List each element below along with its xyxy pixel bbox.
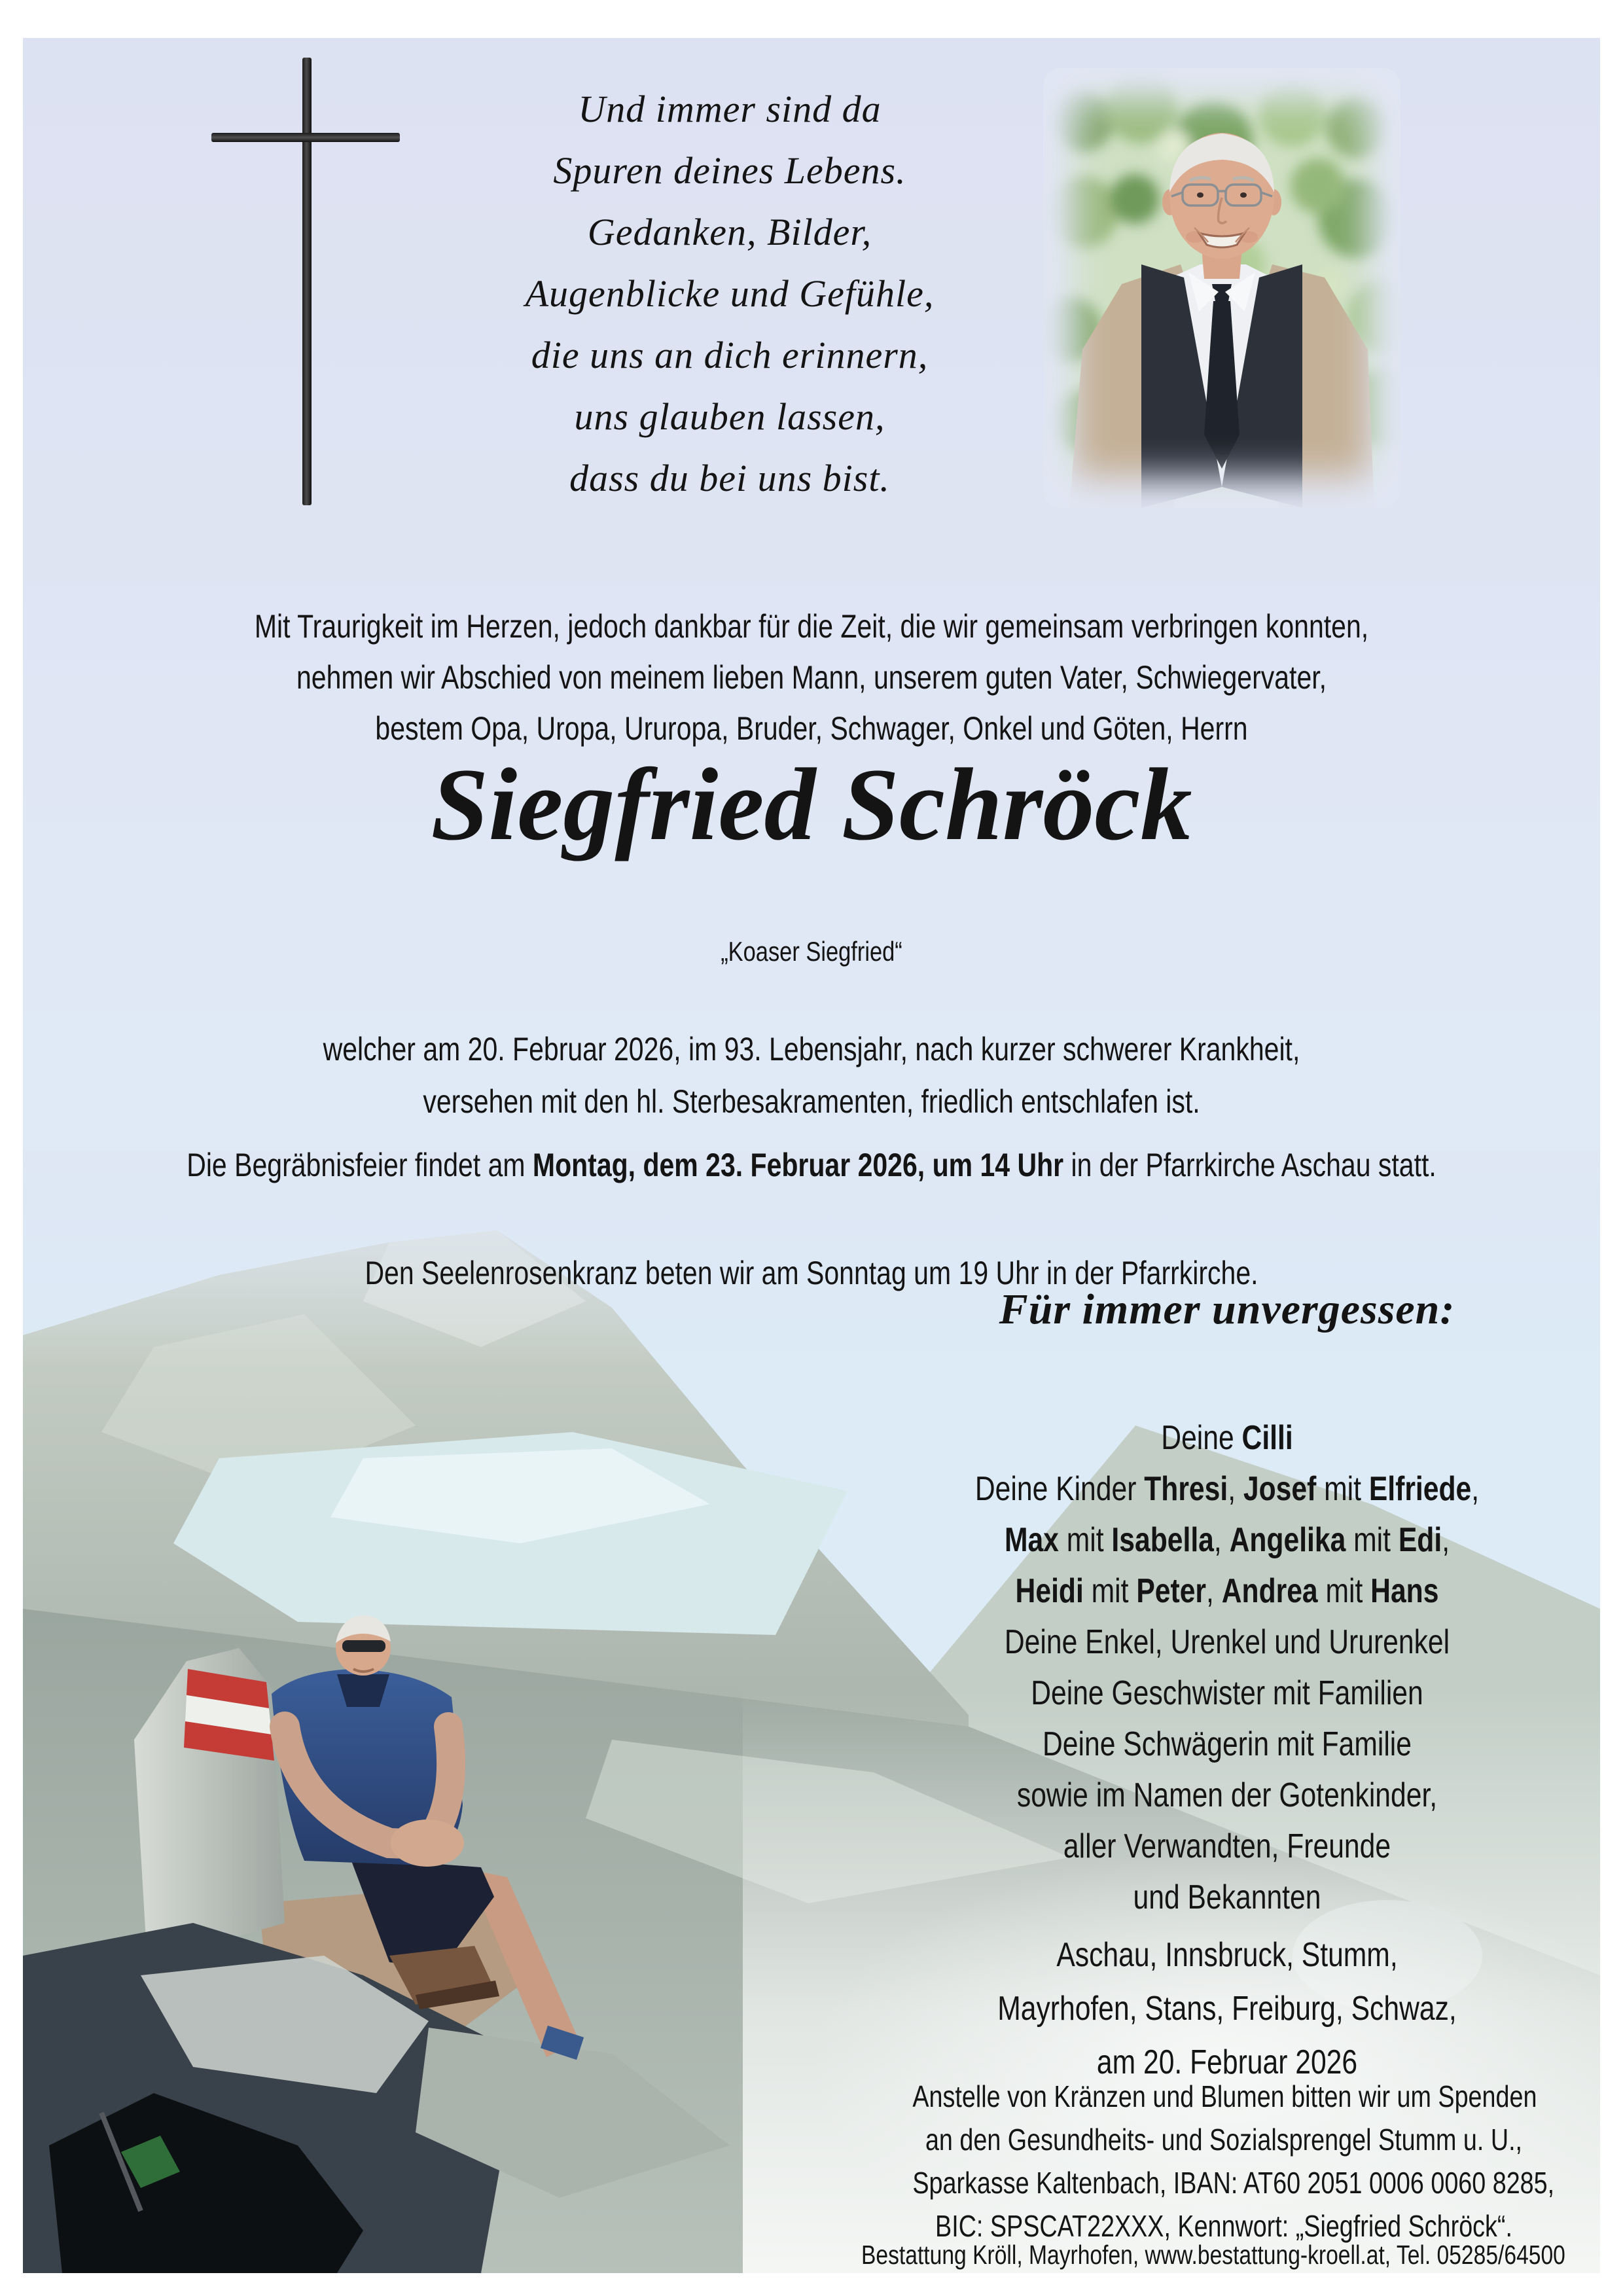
motto-text: Für immer unvergessen:: [999, 1285, 1455, 1333]
mourner-line: Deine Cilli: [1161, 1419, 1293, 1457]
mourner-line: Heidi mit Peter, Andrea mit Hans: [1015, 1572, 1439, 1610]
hiker-hands: [391, 1820, 464, 1867]
mourner-line: Deine Schwägerin mit Familie: [1042, 1725, 1412, 1763]
intro-paragraph: [165, 601, 1458, 754]
mourner-line: Deine Geschwister mit Familien: [1031, 1674, 1423, 1712]
places-line: Mayrhofen, Stans, Freiburg, Schwaz,: [997, 1990, 1457, 2028]
deceased-name: Siegfried Schröck: [431, 747, 1192, 862]
eye-left: [1197, 192, 1204, 198]
mourner-line: Max mit Isabella, Angelika mit Edi,: [1004, 1521, 1450, 1559]
rosary-info-line: Den Seelenrosenkranz beten wir am Sonntag um 19 Uhr in der Pfarrkirche.: [365, 1255, 1258, 1291]
cross-icon: [302, 58, 312, 505]
portrait-graphic: [1043, 68, 1400, 508]
mourner-line: Deine Enkel, Urenkel und Ururenkel: [1004, 1623, 1450, 1661]
donation-line: BIC: SPSCAT22XXX, Kennwort: „Siegfried Schröck“.: [935, 2209, 1512, 2243]
card-content: [23, 38, 1600, 2273]
intro-line: nehmen wir Abschied von meinem lieben Mann, unserem guten Vater, Schwiegervater,: [296, 659, 1327, 696]
places-list: [916, 1928, 1538, 2089]
donation-line: an den Gesundheits- und Sozialsprengel Stumm u. U.,: [925, 2123, 1523, 2157]
mourner-line: aller Verwandten, Freunde: [1063, 1827, 1391, 1865]
death-notice: [165, 1023, 1458, 1128]
deceased-nickname: „Koaser Siegfried“: [721, 936, 902, 967]
mourner-line: und Bekannten: [1133, 1878, 1321, 1916]
mourners-list: [916, 1412, 1538, 1923]
poem-line: Und immer sind da: [578, 88, 882, 130]
poem-line: Spuren deines Lebens.: [553, 149, 906, 192]
intro-line: Mit Traurigkeit im Herzen, jedoch dankbar für die Zeit, die wir gemeinsam verbringen konnten,: [254, 608, 1369, 645]
mourner-line: sowie im Namen der Gotenkinder,: [1016, 1776, 1438, 1814]
funeral-home-footer: Bestattung Kröll, Mayrhofen, www.bestattung-kroell.at, Tel. 05285/64500: [861, 2240, 1565, 2270]
poem-line: Gedanken, Bilder,: [587, 211, 872, 253]
portrait-photo: [1043, 68, 1400, 508]
poem-line: die uns an dich erinnern,: [531, 334, 929, 376]
intro-line: bestem Opa, Uropa, Ururopa, Bruder, Schwager, Onkel und Göten, Herrn: [375, 710, 1248, 747]
poem-line: uns glauben lassen,: [574, 395, 885, 438]
mourner-line: Deine Kinder Thresi, Josef mit Elfriede,: [974, 1470, 1480, 1508]
poem-line: Augenblicke und Gefühle,: [525, 272, 935, 315]
donation-line: Sparkasse Kaltenbach, IBAN: AT60 2051 0006 0060 8285,: [912, 2166, 1555, 2200]
places-line: Aschau, Innsbruck, Stumm,: [1056, 1936, 1398, 1974]
funeral-info-line: Die Begräbnisfeier findet am Montag, dem 23. Februar 2026, um 14 Uhr in der Pfarrkirche Aschau statt.: [187, 1147, 1436, 1183]
death-notice-line: versehen mit den hl. Sterbesakramenten, friedlich entschlafen ist.: [423, 1083, 1200, 1120]
places-line: am 20. Februar 2026: [1096, 2043, 1358, 2081]
donation-line: Anstelle von Kränzen und Blumen bitten wir um Spenden: [912, 2079, 1537, 2113]
death-notice-line: welcher am 20. Februar 2026, im 93. Lebensjahr, nach kurzer schwerer Krankheit,: [323, 1031, 1300, 1067]
memorial-poem: [370, 79, 1090, 509]
hiker-sunglasses: [342, 1640, 385, 1652]
donation-notice: [912, 2075, 1555, 2248]
poem-line: dass du bei uns bist.: [569, 457, 890, 499]
eye-right: [1240, 192, 1247, 198]
